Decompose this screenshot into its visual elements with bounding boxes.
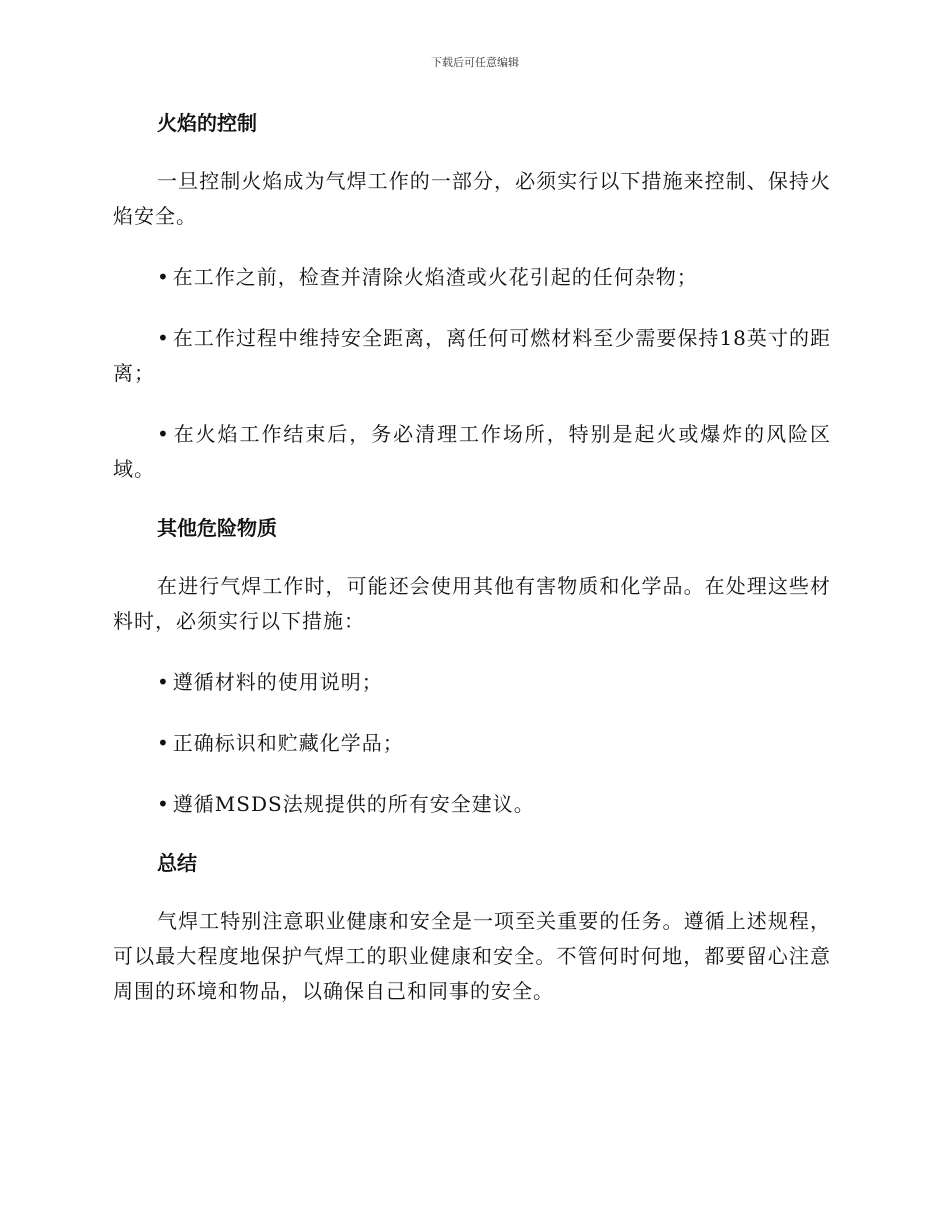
section-summary [113,848,831,1009]
section-intro: 一旦控制火焰成为气焊工作的一部分，必须实行以下措施来控制、保持火焰安全。 [113,169,831,228]
bullet-dot-icon: • [157,792,169,816]
section-heading: 其他危险物质 [157,516,277,540]
bullet-dot-icon: • [157,422,169,446]
bullet-dot-icon: • [157,326,169,350]
section-intro: 在进行气焊工作时，可能还会使用其他有害物质和化学品。在处理这些材料时，必须实行以下措施： [113,574,831,633]
bullet-item [113,726,831,761]
bullet-item [113,417,831,487]
bullet-text: 在工作之前，检查并清除火焰渣或火花引起的任何杂物； [172,265,698,289]
bullet-item [113,665,831,700]
bullet-text: 在工作过程中维持安全距离，离任何可燃材料至少需要保持18英寸的距离； [113,326,831,385]
bullet-text: 正确标识和贮藏化学品； [172,731,404,755]
section-heading: 总结 [157,851,197,875]
document-body [113,108,831,1035]
section-flame-control [113,108,831,487]
section-heading: 火焰的控制 [157,111,257,135]
page-header-note: 下载后可任意编辑 [431,56,519,69]
bullet-dot-icon: • [157,265,169,289]
bullet-dot-icon: • [157,731,169,755]
bullet-text: 遵循MSDS法规提供的所有安全建议。 [172,792,535,816]
bullet-item [113,260,831,295]
section-intro: 气焊工特别注意职业健康和安全是一项至关重要的任务。遵循上述规程，可以最大程度地保护气焊工的职业健康和安全。不管何时何地，都要留心注意周围的环境和物品，以确保自己和同事的安全。 [113,909,831,1003]
bullet-text: 遵循材料的使用说明； [172,670,383,694]
bullet-dot-icon: • [157,670,169,694]
bullet-item [113,787,831,822]
section-other-hazardous-substances [113,513,831,822]
bullet-text: 在火焰工作结束后，务必清理工作场所，特别是起火或爆炸的风险区域。 [113,422,831,481]
bullet-item [113,321,831,391]
